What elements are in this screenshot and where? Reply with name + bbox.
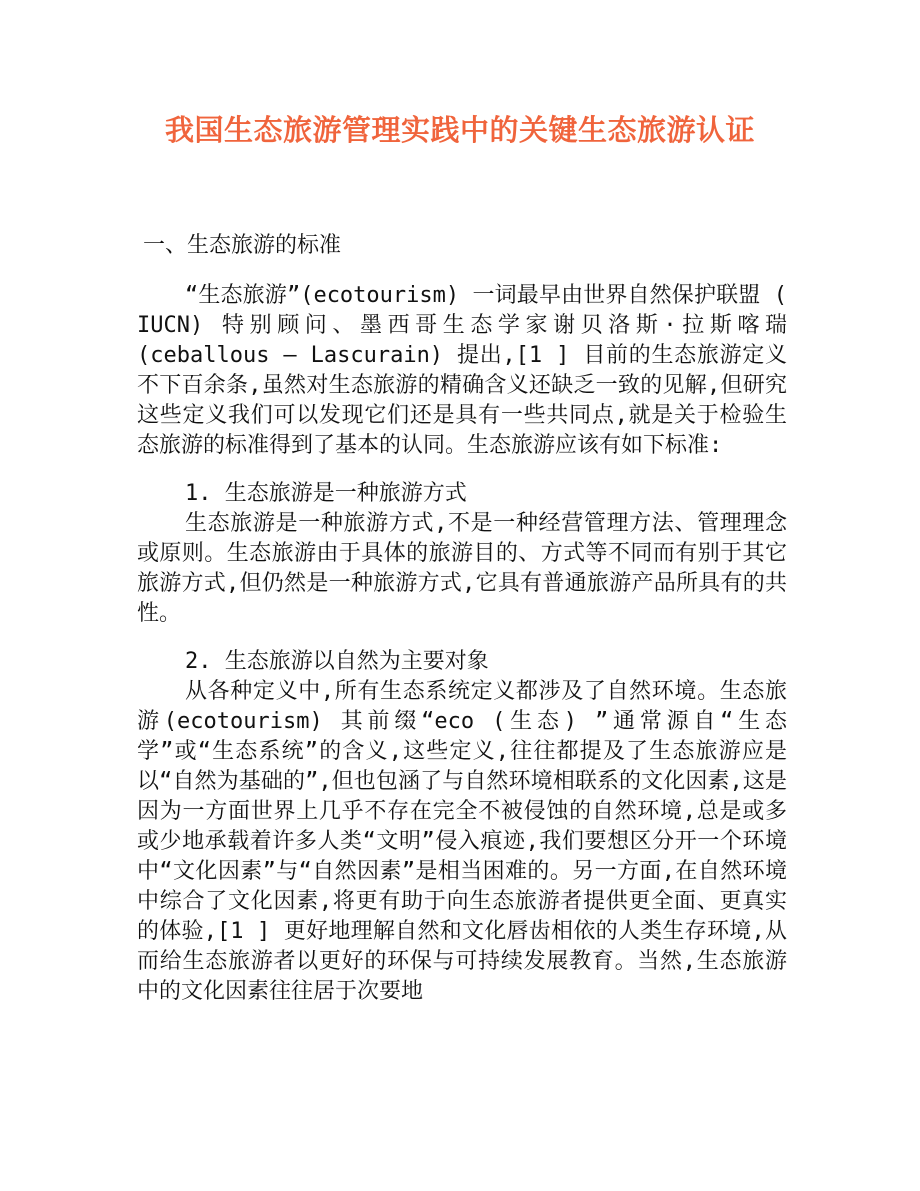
point-2-body: 从各种定义中,所有生态系统定义都涉及了自然环境。生态旅游(ecotourism) 其前缀“eco (生态) ”通常源自“生态学”或“生态系统”的含义,这些定义,往往都提及了生态旅游应是以“自然为基础的”,但也包涵了与自然环境相联系的文化因素,这是因为一方面世界上几乎不存在完全不被侵蚀的自然环境,总是或多或少地承载着许多人类“文明”侵入痕迹,我们要想区分开一个环境中“文化因素”与“自然因素”是相当困难的。另一方面,在自然环境中综合了文化因素,将更有助于向生态旅游者提供更全面、更真实的体验,[1 ] 更好地理解自然和文化唇齿相依的人类生存环境,从而给生态旅游者以更好的环保与可持续发展教育。当然,生态旅游中的文化因素往往居于次要地 <box>137 679 787 1004</box>
point-1-body: 生态旅游是一种旅游方式,不是一种经营管理方法、管理理念或原则。生态旅游由于具体的旅游目的、方式等不同而有别于其它旅游方式,但仍然是一种旅游方式,它具有普通旅游产品所具有的共性。 <box>137 511 787 626</box>
intro-paragraph: “生态旅游”(ecotourism) 一词最早由世界自然保护联盟 ( IUCN) 特别顾问、墨西哥生态学家谢贝洛斯·拉斯喀瑞 (ceballous – Lascurain) 提出,[1 ] 目前的生态旅游定义不下百余条,虽然对生态旅游的精确含义还缺乏一致的见解,但研究这些定义我们可以发现它们还是具有一些共同点,就是关于检验生态旅游的标准得到了基本的认同。生态旅游应该有如下标准: <box>137 283 787 458</box>
document-body <box>137 231 787 1007</box>
section-heading: 一、生态旅游的标准 <box>143 233 342 258</box>
point-1-heading: 1. 生态旅游是一种旅游方式 <box>185 481 467 506</box>
document-title: 我国生态旅游管理实践中的关键生态旅游认证 <box>164 113 755 147</box>
point-2-heading: 2. 生态旅游以自然为主要对象 <box>185 649 489 674</box>
